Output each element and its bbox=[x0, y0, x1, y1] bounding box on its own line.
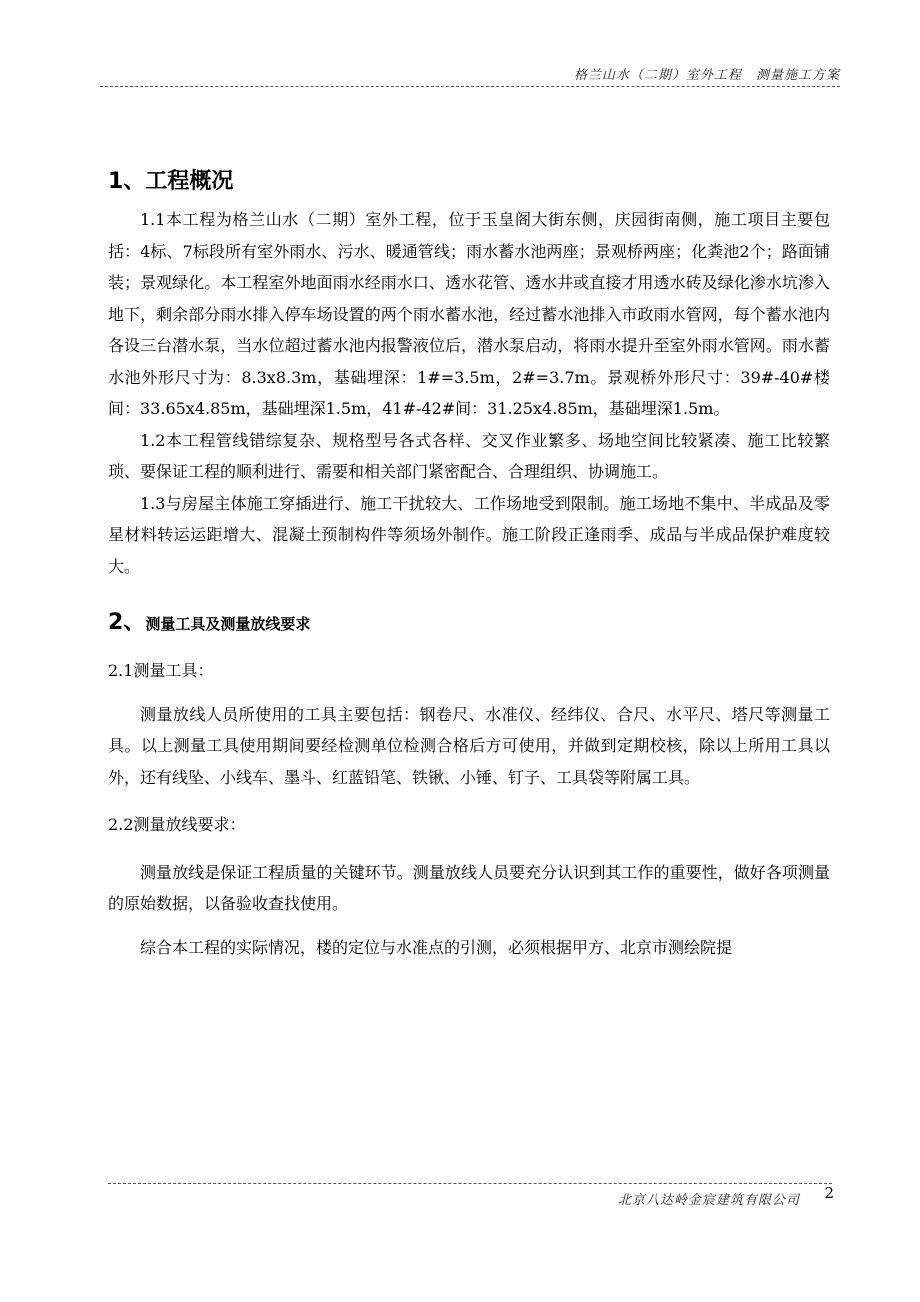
paragraph-1-1: 1.1本工程为格兰山水（二期）室外工程，位于玉皇阁大街东侧，庆园街南侧，施工项目主要包括：4标、7标段所有室外雨水、污水、暖通管线；雨水蓄水池两座；景观桥两座；化粪池2个；路面铺装；景观绿化。本工程室外地面雨水经雨水口、透水花管、透水井或直接才用透水砖及绿化渗水坑渗入地下，剩余部分雨水排入停车场设置的两个雨水蓄水池，经过蓄水池排入市政雨水管网，每个蓄水池内各设三台潜水泵，当水位超过蓄水池内报警液位后，潜水泵启动，将雨水提升至室外雨水管网。雨水蓄水池外形尺寸为：8.3x8.3m，基础埋深：1#=3.5m，2#=3.7m。景观桥外形尺寸：39#-40#楼间：33.65x4.85m，基础埋深1.5m，41#-42#间：31.25x4.85m，基础埋深1.5m。 bbox=[108, 210, 830, 418]
subsection-2-1-heading: 2.1测量工具： bbox=[108, 661, 214, 680]
document-body bbox=[108, 160, 830, 963]
section-2-number: 2、 bbox=[108, 610, 146, 635]
section-1-title: 工程概况 bbox=[145, 169, 234, 194]
paragraph-2-1: 测量放线人员所使用的工具主要包括：钢卷尺、水准仪、经纬仪、合尺、水平尺、塔尺等测量工具。以上测量工具使用期间要经检测单位检测合格后方可使用，并做到定期校核，除以上所用工具以外，还有线坠、小线车、墨斗、红蓝铅笔、铁锹、小锤、钉子、工具袋等附属工具。 bbox=[108, 704, 830, 787]
paragraph-2-2-a: 测量放线是保证工程质量的关键环节。测量放线人员要充分认识到其工作的重要性，做好各项测量的原始数据，以备验收查找使用。 bbox=[108, 862, 830, 913]
paragraph-1-2: 1.2本工程管线错综复杂、规格型号各式各样、交叉作业繁多、场地空间比较紧凑、施工比较繁琐、要保证工程的顺利进行、需要和相关部门紧密配合、合理组织、协调施工。 bbox=[108, 430, 830, 481]
paragraph-1-3: 1.3与房屋主体施工穿插进行、施工干扰较大、工作场地受到限制。施工场地不集中、半成品及零星材料转运运距增大、混凝土预制构件等须场外制作。施工阶段正逢雨季、成品与半成品保护难度较大。 bbox=[108, 493, 830, 576]
footer-divider bbox=[108, 1183, 832, 1184]
subsection-2-2-heading: 2.2测量放线要求： bbox=[108, 815, 246, 834]
header-title: 格兰山水（二期）室外工程 测量施工方案 bbox=[573, 68, 840, 83]
page-number: 2 bbox=[824, 1184, 834, 1202]
section-2-heading bbox=[108, 601, 830, 641]
paragraph-2-2-b: 综合本工程的实际情况，楼的定位与水准点的引测，必须根据甲方、北京市测绘院提 bbox=[140, 937, 733, 957]
header-divider bbox=[100, 86, 840, 87]
footer-company: 北京八达岭金宸建筑有限公司 bbox=[617, 1193, 800, 1208]
section-1-heading bbox=[108, 160, 830, 204]
section-2-title: 测量工具及测量放线要求 bbox=[145, 615, 311, 633]
section-1-number: 1、 bbox=[108, 169, 146, 194]
